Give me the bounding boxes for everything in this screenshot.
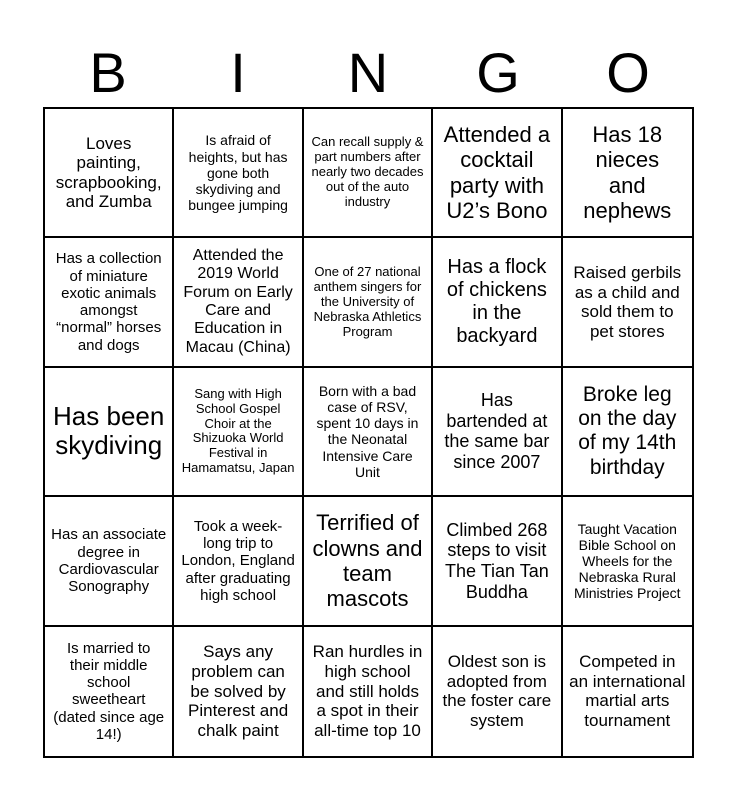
- bingo-cell: [433, 109, 562, 238]
- bingo-cell: [45, 627, 174, 756]
- header-letter-i: I: [230, 41, 246, 104]
- bingo-cell-text: Sang with High School Gospel Choir at the Shizuoka World Festival in Hamamatsu, Japan: [181, 385, 295, 476]
- bingo-cell-text: Oldest son is adopted from the foster care system: [442, 652, 552, 730]
- bingo-cell: [174, 627, 303, 756]
- bingo-cell-text: Has 18 nieces and nephews: [583, 122, 672, 223]
- bingo-cell: [304, 238, 433, 367]
- bingo-cell: [304, 368, 433, 497]
- bingo-cell-text: Has been skydiving: [53, 400, 165, 461]
- bingo-cell: [304, 109, 433, 238]
- bingo-cell-text: Has an associate degree in Cardiovascular Sonography: [51, 526, 167, 596]
- bingo-cell-text: Terrified of clowns and team mascots: [312, 510, 423, 612]
- bingo-cell: [563, 238, 692, 367]
- bingo-cell: [433, 627, 562, 756]
- bingo-cell-text: Competed in an international martial arts tournament: [569, 652, 686, 730]
- bingo-cell-text: Climbed 268 steps to visit The Tian Tan Buddha: [445, 519, 549, 602]
- bingo-cell-text: Has bartended at the same bar since 2007: [444, 390, 550, 473]
- bingo-cell: [174, 238, 303, 367]
- bingo-cell: [45, 368, 174, 497]
- bingo-cell-text: Is married to their middle school sweetheart (dated since age 14!): [53, 639, 165, 743]
- bingo-grid: [43, 107, 694, 758]
- bingo-cell: [563, 368, 692, 497]
- bingo-cell: [45, 109, 174, 238]
- bingo-cell-text: Raised gerbils as a child and sold them to pet stores: [573, 263, 682, 341]
- bingo-cell-text: Attended the 2019 World Forum on Early Care and Education in Macau (China): [183, 246, 293, 356]
- bingo-cell-text: One of 27 national anthem singers for the University of Nebraska Athletics Program: [313, 263, 422, 339]
- bingo-cell-text: Is afraid of heights, but has gone both skydiving and bungee jumping: [188, 132, 288, 213]
- bingo-cell: [304, 497, 433, 626]
- bingo-cell-text: Can recall supply & part numbers after nearly two decades out of the auto industry: [311, 134, 424, 210]
- bingo-cell-text: Loves painting, scrapbooking, and Zumba: [55, 133, 162, 212]
- bingo-cell: [563, 627, 692, 756]
- bingo-cell-text: Took a week-long trip to London, England after graduating high school: [181, 517, 295, 604]
- header-letter-o: O: [606, 41, 650, 104]
- bingo-cell-text: Has a flock of chickens in the backyard: [446, 256, 547, 348]
- bingo-cell: [563, 109, 692, 238]
- bingo-cell: [45, 497, 174, 626]
- bingo-cell: [563, 497, 692, 626]
- bingo-cell-text: Born with a bad case of RSV, spent 10 days in the Neonatal Intensive Care Unit: [316, 383, 419, 480]
- header-letter-n: N: [347, 41, 389, 104]
- bingo-header: [43, 40, 693, 106]
- bingo-cell: [174, 109, 303, 238]
- bingo-cell: [433, 497, 562, 626]
- bingo-cell: [433, 238, 562, 367]
- header-letter-g: G: [476, 41, 520, 104]
- bingo-cell-text: Attended a cocktail party with U2’s Bono: [443, 122, 551, 223]
- bingo-cell: [174, 368, 303, 497]
- bingo-cell-text: Ran hurdles in high school and still holds a spot in their all-time top 10: [312, 642, 423, 740]
- header-letter-b: B: [89, 41, 127, 104]
- bingo-cell: [433, 368, 562, 497]
- bingo-cell-text: Has a collection of miniature exotic animals amongst “normal” horses and dogs: [55, 250, 162, 354]
- bingo-cell-text: Taught Vacation Bible School on Wheels for the Nebraska Rural Ministries Project: [573, 520, 681, 602]
- bingo-cell: [304, 627, 433, 756]
- bingo-cell-text: Broke leg on the day of my 14th birthday: [578, 383, 677, 479]
- bingo-cell-text: Says any problem can be solved by Pinterest and chalk paint: [188, 642, 289, 740]
- bingo-cell: [174, 497, 303, 626]
- bingo-cell: [45, 238, 174, 367]
